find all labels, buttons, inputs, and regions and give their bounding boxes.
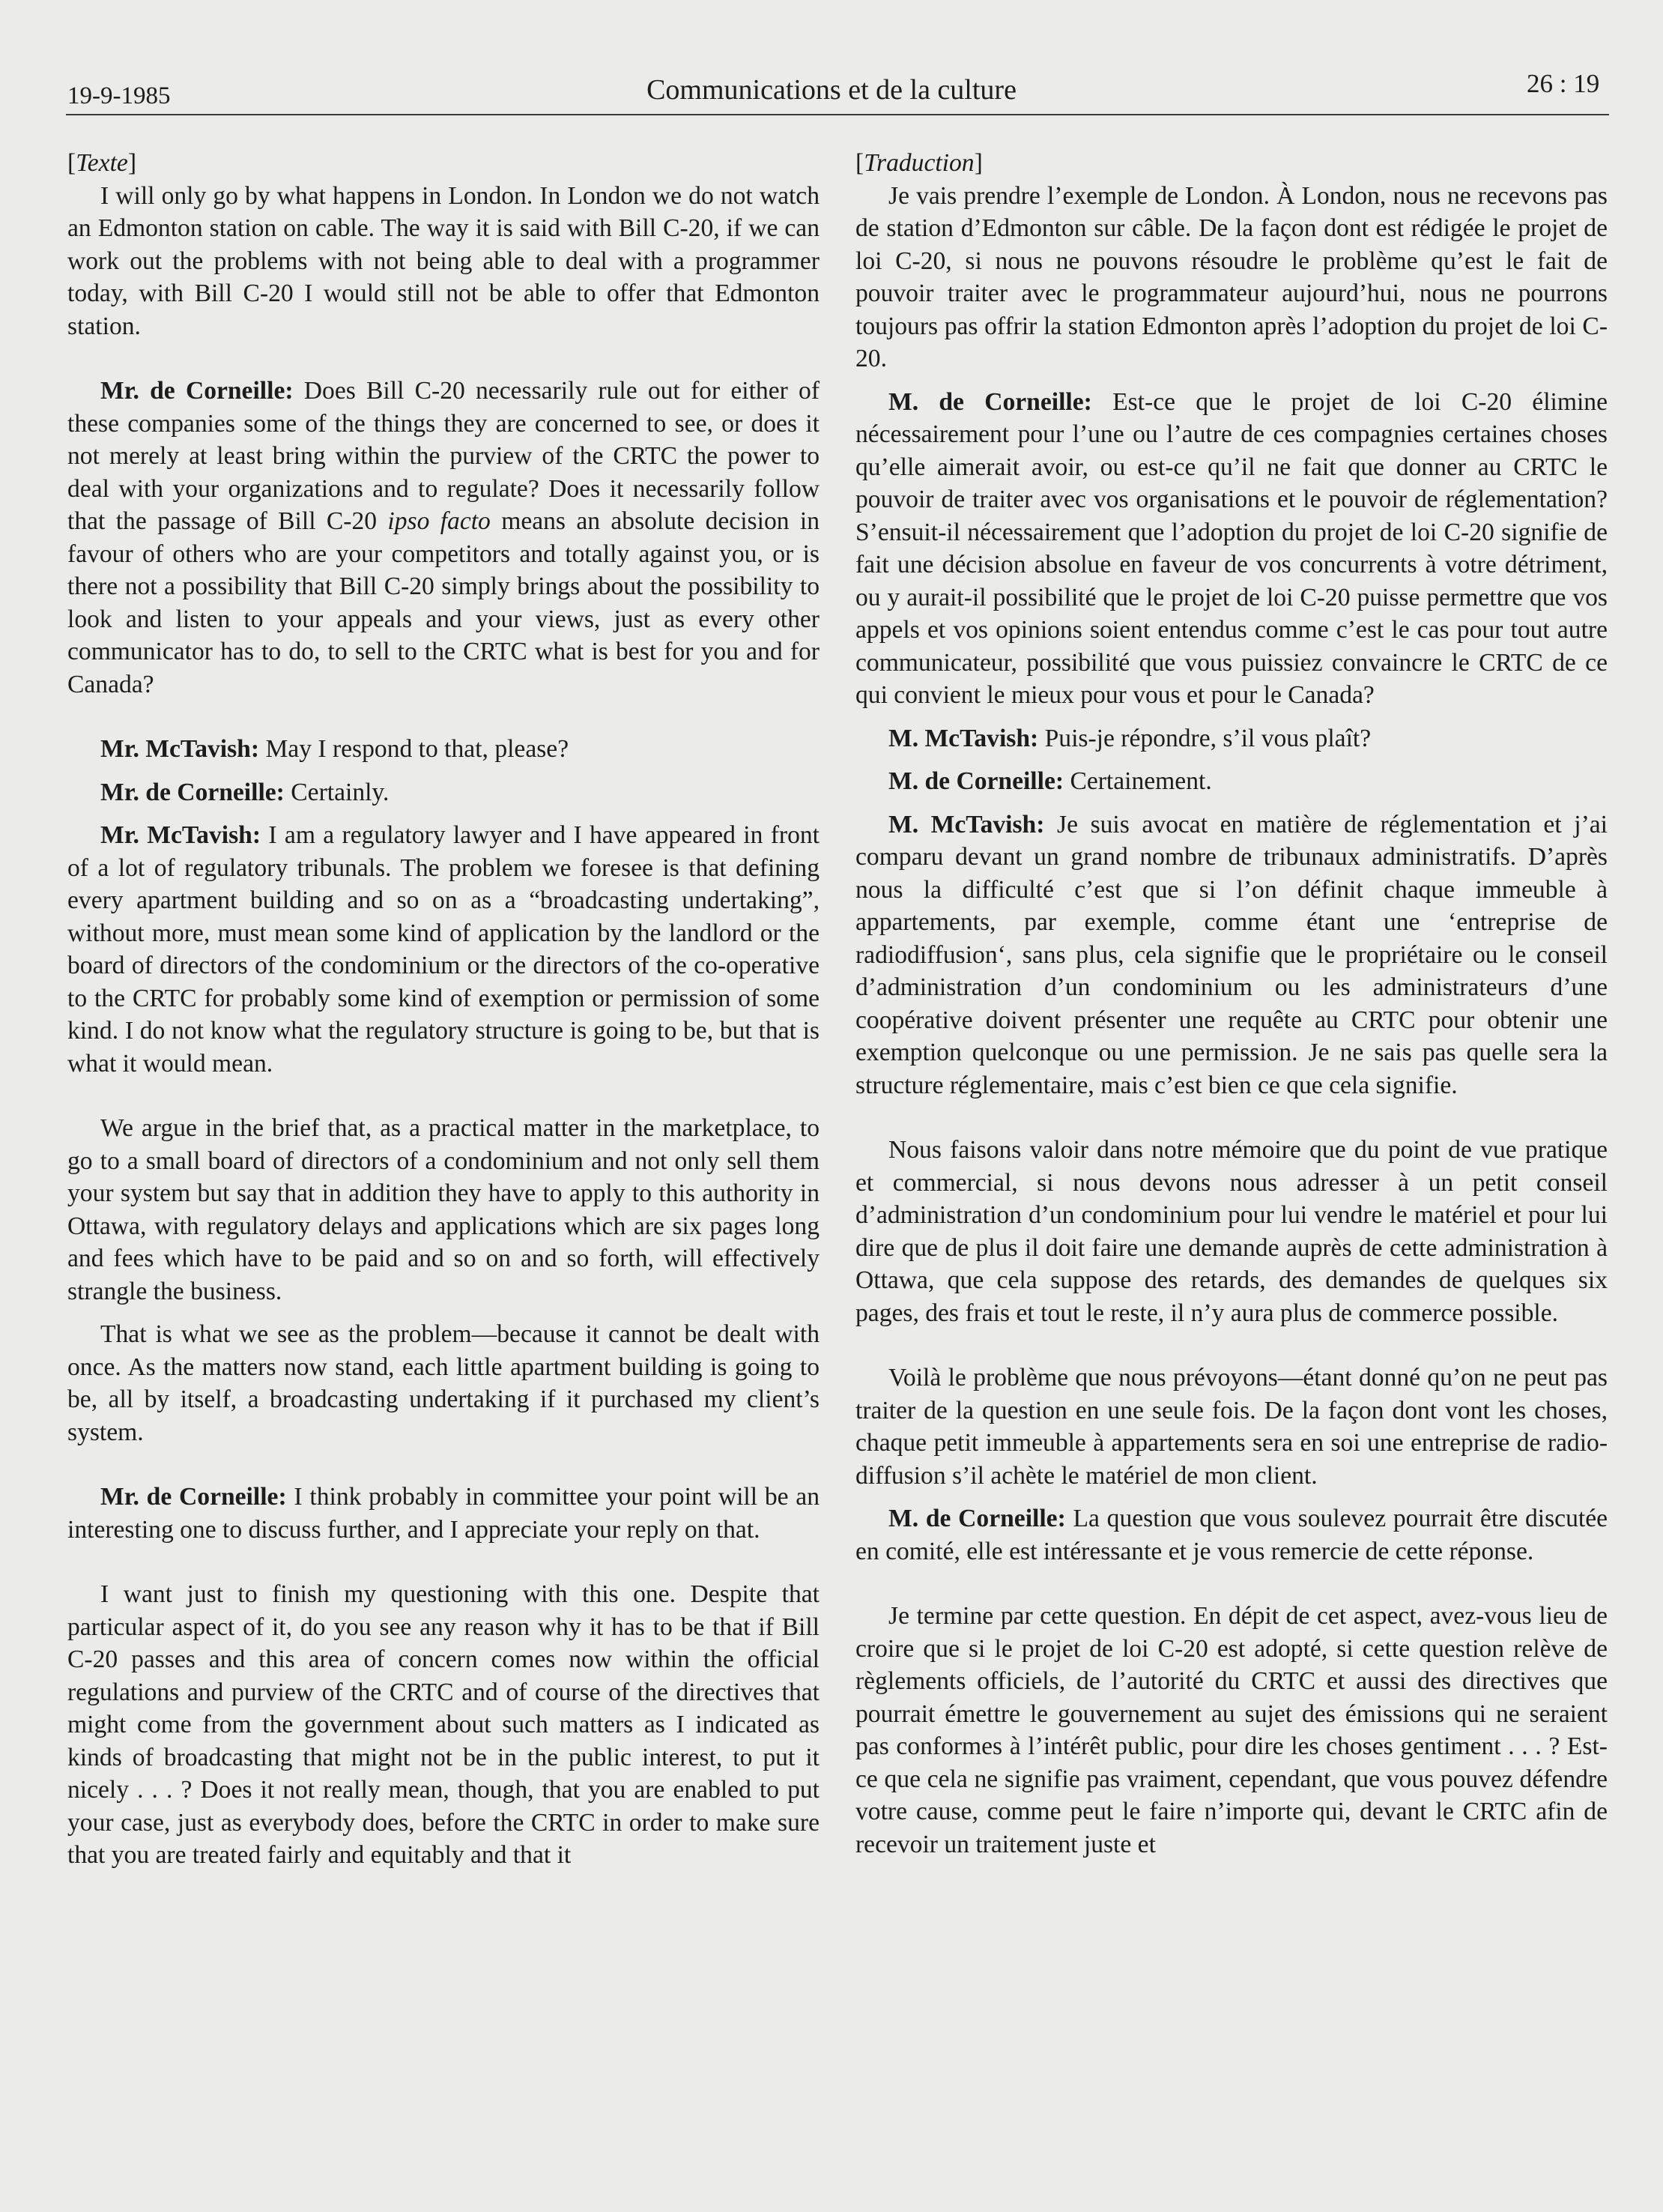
header-rule bbox=[66, 114, 1609, 115]
paragraph: Mr. de Corneille: Does Bill C-20 necessarily rule out for either of these companies some of the things they are concerned to see, or does it not merely at least bring within the purview of the CRTC the power to deal with your organizations and to regulate? Does it necessarily follow that the passage of Bill C-20 ipso facto means an absolute decision in favour of others who are your competitors and totally against you, or is there not a possibility that Bill C-20 simply brings about the possibility to look and listen to your appeals and your views, just as every other communicator has to do, to sell to the CRTC what is best for you and for Canada? bbox=[67, 377, 820, 698]
paragraph: M. de Corneille: La question que vous soulevez pourrait être discutée en comité, elle est intéressante et je vous remercie de cette réponse. bbox=[855, 1505, 1608, 1565]
paragraph: I want just to finish my questioning with this one. Despite that particular aspect of it, do you see any reason why it has to be that if Bill C-20 passes and this area of concern comes now within the official regulations and purview of the CRTC and of course of the directives that might come from the government about such matters as I indicated as kinds of broadcasting that might not be in the public interest, to put it nicely . . . ? Does it not really mean, though, that you are enabled to put your case, just as everybody does, before the CRTC in order to make sure that you are treated fairly and equitably and that it bbox=[67, 1580, 820, 1869]
header-date: 19-9-1985 bbox=[67, 82, 171, 109]
paragraph: M. de Corneille: Est-ce que le projet de loi C-20 élimine nécessairement pour l’une ou l’autre de ces compagnies certaines choses qu’elle aimerait avoir, ou est-ce qu’il ne fait que donner au CRTC le pouvoir de traiter avec vos organisations et le pouvoir de réglementation? S’ensuit-il nécessairement que l’adoption du projet de loi C-20 signifie de fait une décision absolue en faveur de vos concurrents à votre détriment, ou y aurait-il possibilité que le projet de loi C-20 puisse permettre que vos appels et vos opinions soient entendus comme c’est le cas pour tout autre communicateur, possibilité que vous puissiez convaincre le CRTC de ce qui convient le mieux pour vous et pour le Canada? bbox=[855, 387, 1608, 709]
speaker-name: M. de Corneille: bbox=[888, 387, 1092, 416]
language-label: [Texte] bbox=[67, 149, 137, 177]
paragraph: M. McTavish: Puis-je répondre, s’il vous plaît? bbox=[888, 724, 1372, 752]
speaker-name: Mr. McTavish: bbox=[100, 735, 260, 763]
paragraph: I will only go by what happens in London. In London we do not watch an Edmonton station on cable. The way it is said with Bill C-20, if we can work out the problems with not being able to deal with a programmer today, with Bill C-20 I would still not be able to offer that Edmonton station. bbox=[67, 181, 820, 340]
speaker-name: Mr. de Corneille: bbox=[100, 377, 294, 405]
paragraph: Mr. de Corneille: I think probably in committee your point will be an interesting one to discuss further, and I appreciate your reply on that. bbox=[67, 1483, 820, 1544]
language-label: [Traduction] bbox=[855, 149, 983, 177]
speaker-name: Mr. de Corneille: bbox=[100, 1483, 287, 1511]
paragraph: Mr. McTavish: May I respond to that, please? bbox=[100, 735, 569, 763]
paragraph: Nous faisons valoir dans notre mémoire que du point de vue pratique et commercial, si nous devons nous adresser à un petit conseil d’administration d’un condominium pour lui vendre le matériel et pour lui dire que de plus il doit faire une demande auprès de cette administration à Ottawa, que cela suppose des retards, des demandes de quelques six pages, des frais et tout le reste, il n’y aura plus de commerce possible. bbox=[855, 1136, 1608, 1327]
paragraph: Je termine par cette question. En dépit de cet aspect, avez-vous lieu de croire que si le projet de loi C-20 est adopté, si cette question relève de règlements officiels, de l’autorité du CRTC et aussi des directives que pourrait émettre le gouvernement au sujet des émissions qui ne seraient pas conformes à l’intérêt public, pour dire les choses gentiment . . . ? Est-ce que cela ne signifie pas vraiment, cependant, que vous pouvez défendre votre cause, comme peut le faire n’importe qui, devant le CRTC afin de recevoir un traitement juste et bbox=[855, 1602, 1608, 1858]
speaker-name: M. de Corneille: bbox=[888, 1505, 1066, 1532]
paragraph: Mr. McTavish: I am a regulatory lawyer and I have appeared in front of a lot of regulatory tribunals. The problem we foresee is that defining every apartment building and so on as a “broadcasting undertaking”, without more, must mean some kind of application by the landlord or the board of directors of the condominium or the directors of the co-operative to the CRTC for probably some kind of exemption or permission of some kind. I do not know what the regulatory structure is going to be, but that is what it would mean. bbox=[67, 821, 820, 1078]
speaker-name: M. de Corneille: bbox=[888, 767, 1064, 795]
header-page-number: 26 : 19 bbox=[1527, 69, 1600, 98]
paragraph: Voilà le problème que nous prévoyons—étant donné qu’on ne peut pas traiter de la question en une seule fois. De la façon dont vont les choses, chaque petit immeuble à appartements sera en soi une entreprise de radio-diffusion s’il achète le matériel de mon client. bbox=[855, 1364, 1608, 1490]
paragraph: Mr. de Corneille: Certainly. bbox=[100, 778, 390, 806]
paragraph: M. McTavish: Je suis avocat en matière de réglementation et j’ai comparu devant un grand nombre de tribunaux administratifs. D’après nous la difficulté c’est que si l’on définit chaque immeuble à appartements, par exemple, comme étant une ‘entreprise de radiodiffusion‘, sans plus, cela signifie que le propriétaire ou le conseil d’administration d’un condominium ou les administrateurs d’une coopérative doivent présenter une requête au CRTC pour obtenir une exemption quelconque ou une permission. Je ne sais pas quelle sera la structure réglementaire, mais c’est bien ce que cela signifie. bbox=[855, 810, 1608, 1099]
paragraph: Je vais prendre l’exemple de London. À London, nous ne recevons pas de station d’Edmonton sur câble. De la façon dont est rédigée le projet de loi C-20, si nous ne pouvons résoudre le problème qu’est le fait de pouvoir traiter avec le programmateur aujourd’hui, nous ne pourrons toujours pas offrir la station Edmonton après l’adoption du projet de loi C-20. bbox=[855, 181, 1608, 372]
speaker-name: Mr. McTavish: bbox=[100, 821, 261, 849]
paragraph: M. de Corneille: Certainement. bbox=[888, 767, 1212, 795]
speaker-name: Mr. de Corneille: bbox=[100, 778, 285, 806]
right-column bbox=[855, 147, 1608, 1861]
paragraph: We argue in the brief that, as a practical matter in the marketplace, to go to a small board of directors of a condominium and not only sell them your system but say that in addition they have to apply to this authority in Ottawa, with regulatory delays and applications which are six pages long and fees which have to be paid and so on and so forth, will effectively strangle the business. bbox=[67, 1114, 820, 1305]
left-column bbox=[67, 147, 820, 1872]
speaker-name: M. McTavish: bbox=[888, 724, 1039, 752]
paragraph: That is what we see as the problem—because it cannot be dealt with once. As the matters now stand, each little apartment building is going to be, all by itself, a broadcasting undertaking if it purchased my client’s system. bbox=[67, 1320, 820, 1446]
speaker-name: M. McTavish: bbox=[888, 810, 1045, 838]
header-title: Communications et de la culture bbox=[646, 74, 1017, 106]
